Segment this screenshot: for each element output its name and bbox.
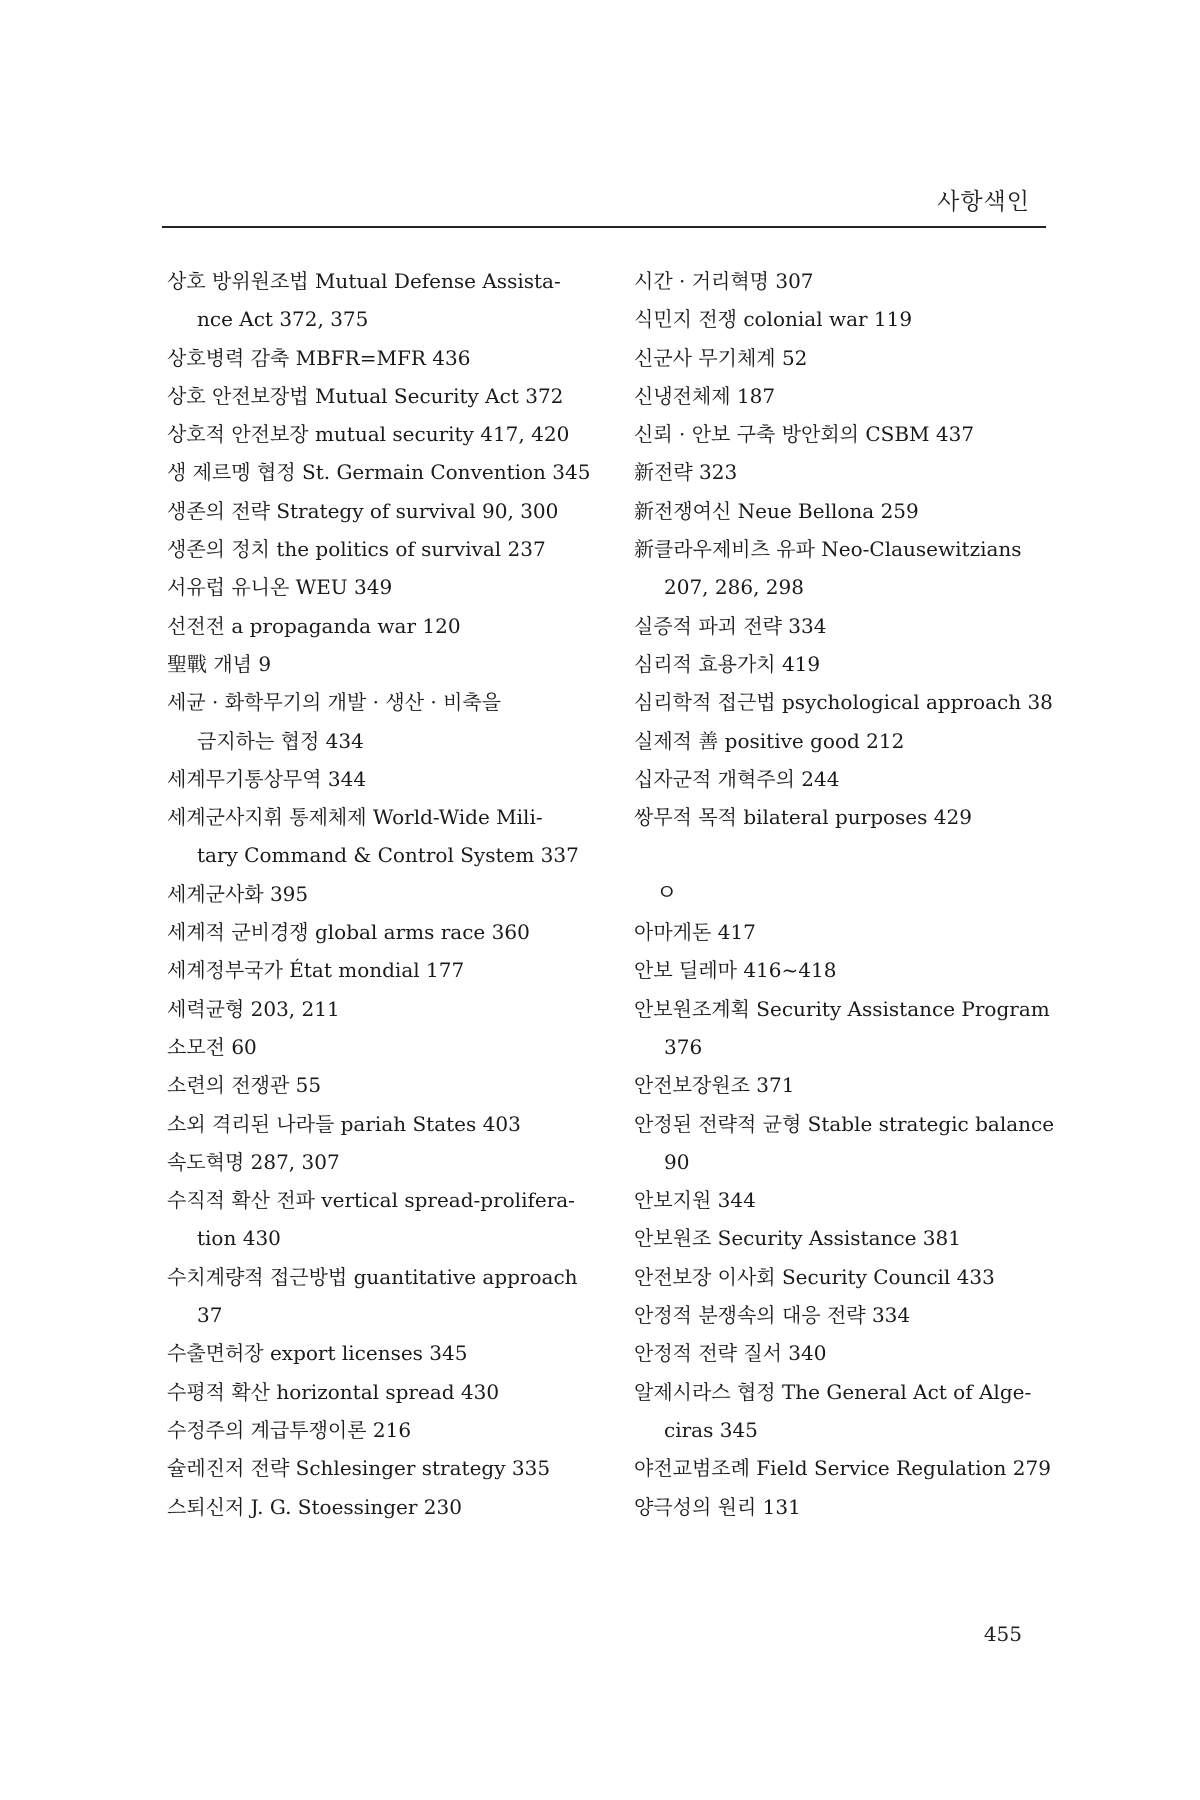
index-entry: 양극성의 원리 131: [634, 1494, 801, 1519]
index-entry: 수출면허장 export licenses 345: [167, 1341, 468, 1366]
index-entry: 안전보장 이사회 Security Council 433: [634, 1264, 995, 1289]
index-entry: 심리적 효용가치 419: [634, 651, 821, 676]
index-entry: 수직적 확산 전파 vertical spread-prolifera-: [167, 1188, 575, 1213]
index-entry: 소련의 전쟁관 55: [167, 1073, 322, 1098]
index-entry: 수치계량적 접근방법 guantitative approach: [167, 1264, 578, 1289]
index-entry: 신군사 무기체계 52: [634, 345, 808, 370]
header-rule: [162, 226, 1046, 228]
index-entry: 심리학적 접근법 psychological approach 38: [634, 690, 1053, 715]
index-entry: 세계무기통상무역 344: [167, 766, 367, 791]
index-entry-continuation: tion 430: [197, 1226, 281, 1251]
index-entry-continuation: tary Command & Control System 337: [197, 843, 579, 868]
index-entry: 생존의 정치 the politics of survival 237: [167, 537, 546, 562]
page-number: 455: [983, 1622, 1022, 1646]
index-entry: 新전략 323: [634, 460, 738, 485]
index-entry-continuation: ciras 345: [664, 1417, 758, 1442]
index-entry-continuation: 376: [664, 1034, 703, 1059]
index-entry: 안정된 전략적 균형 Stable strategic balance: [634, 1111, 1055, 1136]
index-entry: 안보 딜레마 416~418: [634, 958, 837, 983]
index-entry: 신냉전체제 187: [634, 383, 776, 408]
index-entry: 안보원조계획 Security Assistance Program: [634, 996, 1050, 1021]
index-column-right: [634, 262, 1054, 1526]
index-entry: 안정적 전략 질서 340: [634, 1341, 827, 1366]
index-entry: 안보지원 344: [634, 1188, 756, 1213]
index-entry: 세계군사지휘 통제체제 World-Wide Mili-: [167, 805, 543, 830]
index-entry: 상호 방위원조법 Mutual Defense Assista-: [167, 269, 561, 293]
index-entry: 속도혁명 287, 307: [167, 1149, 340, 1174]
index-entry: 십자군적 개혁주의 244: [634, 766, 840, 791]
index-entry: 슐레진저 전략 Schlesinger strategy 335: [167, 1456, 551, 1481]
index-entry-continuation: 37: [197, 1303, 223, 1328]
index-entry: 실제적 善 positive good 212: [634, 728, 905, 753]
index-entry: 소모전 60: [167, 1034, 257, 1059]
index-entry: 서유럽 유니온 WEU 349: [167, 575, 393, 600]
index-entry: 안보원조 Security Assistance 381: [634, 1226, 961, 1251]
index-entry: 세력균형 203, 211: [167, 996, 340, 1021]
index-entry: [634, 836, 1054, 874]
index-entry: 신뢰 · 안보 구축 방안회의 CSBM 437: [634, 422, 975, 447]
index-entry: 실증적 파괴 전략 334: [634, 613, 827, 638]
index-entry: 상호 안전보장법 Mutual Security Act 372: [167, 383, 564, 408]
index-column-left: [167, 262, 607, 1526]
index-entry: 아마게돈 417: [634, 920, 756, 945]
index-entry: 新클라우제비츠 유파 Neo-Clausewitzians: [634, 537, 1022, 562]
index-entry: 수평적 확산 horizontal spread 430: [167, 1379, 500, 1404]
index-entry: 소외 격리된 나라들 pariah States 403: [167, 1111, 521, 1136]
index-entry: 聖戰 개념 9: [167, 651, 272, 676]
index-entry: 세균 · 화학무기의 개발 · 생산 · 비축을: [167, 690, 502, 715]
index-entry-continuation: 207, 286, 298: [664, 575, 804, 600]
index-entry: 야전교범조례 Field Service Regulation 279: [634, 1456, 1051, 1481]
index-entry: 식민지 전쟁 colonial war 119: [634, 307, 913, 332]
index-entry-continuation: 90: [664, 1149, 690, 1174]
index-entry: 알제시라스 협정 The General Act of Alge-: [634, 1379, 1032, 1404]
index-entry: 세계정부국가 État mondial 177: [167, 958, 465, 983]
index-entry: 생존의 전략 Strategy of survival 90, 300: [167, 498, 559, 523]
running-head: 사항색인: [937, 189, 1030, 215]
index-entry: 세계군사화 395: [167, 881, 309, 906]
index-entry: 상호병력 감축 MBFR=MFR 436: [167, 345, 471, 370]
index-entry: 스퇴신저 J. G. Stoessinger 230: [167, 1494, 462, 1519]
index-entry: 수정주의 계급투쟁이론 216: [167, 1417, 412, 1442]
index-entry: 안정적 분쟁속의 대응 전략 334: [634, 1303, 911, 1328]
index-entry: 안전보장원조 371: [634, 1073, 795, 1098]
index-entry-continuation: nce Act 372, 375: [197, 307, 369, 332]
index-entry-continuation: 금지하는 협정 434: [197, 728, 364, 753]
index-entry: 시간 · 거리혁명 307: [634, 269, 814, 293]
index-entry: 新전쟁여신 Neue Bellona 259: [634, 498, 919, 523]
index-entry: 생 제르멩 협정 St. Germain Convention 345: [167, 460, 591, 485]
section-heading: ㅇ: [656, 880, 678, 906]
index-entry: 세계적 군비경쟁 global arms race 360: [167, 920, 530, 945]
index-entry: 선전전 a propaganda war 120: [167, 613, 461, 638]
index-entry: 쌍무적 목적 bilateral purposes 429: [634, 805, 972, 830]
index-entry: 상호적 안전보장 mutual security 417, 420: [167, 422, 570, 447]
